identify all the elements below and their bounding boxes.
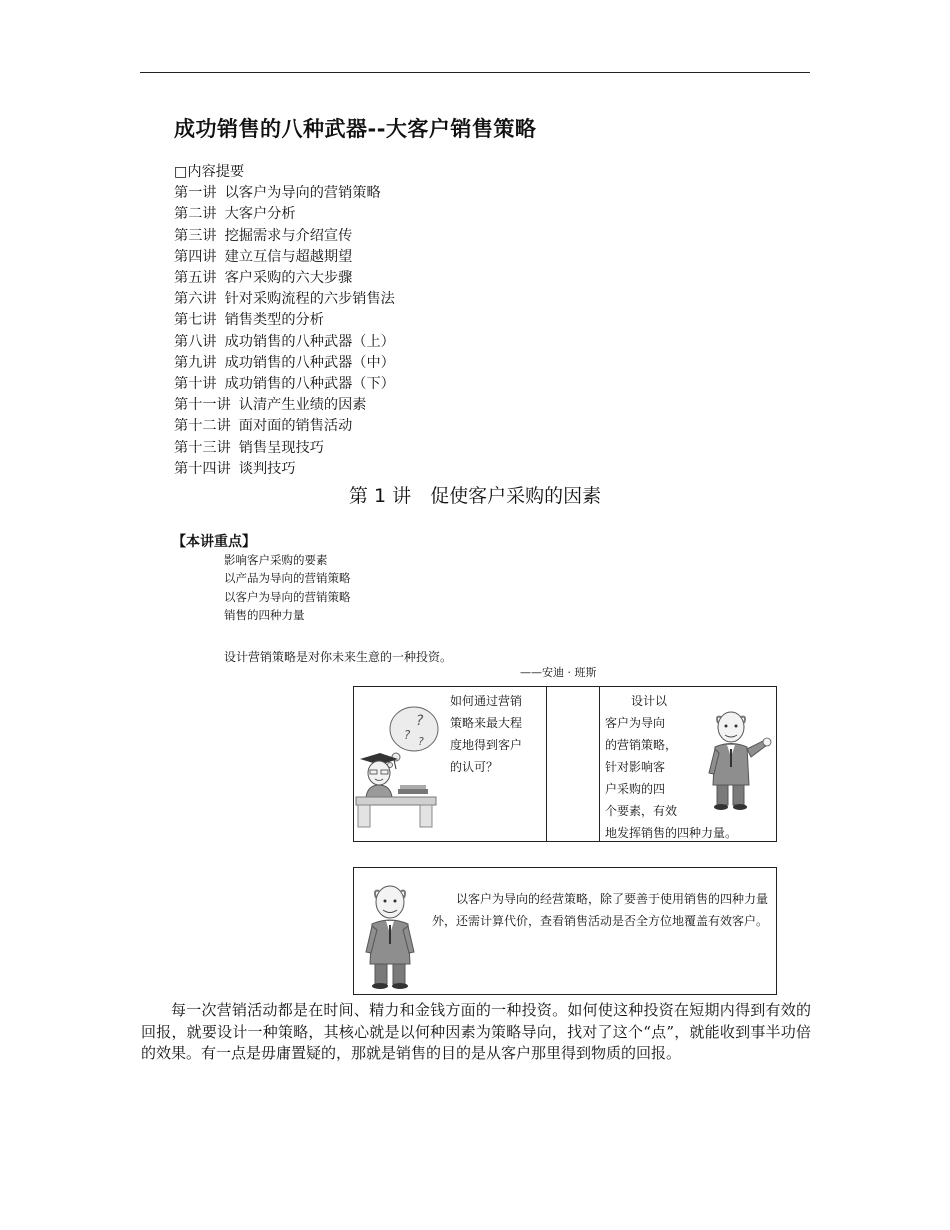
question-line: 的认可？ [450,760,499,774]
toc-item [174,374,395,395]
toc-item [174,247,395,268]
toc-item-title: 客户采购的六大步骤 [224,270,353,287]
cartoon-panel-question [353,686,777,842]
question-text [450,690,542,778]
toc-item [174,289,395,310]
panel-divider [546,687,547,841]
answer-line: 针对影响客 [605,760,666,774]
toc-item-number: 第一讲 [174,185,217,202]
toc-item-number: 第二讲 [174,206,217,223]
toc-item-number: 第六讲 [174,291,217,308]
toc-item-title: 销售呈现技巧 [238,439,324,456]
lecture-heading: 第 1 讲 促使客户采购的因素 [348,485,602,507]
svg-text:?: ? [418,735,424,748]
toc-item [174,416,395,437]
answer-line: 地发挥销售的四种力量。 [605,826,738,840]
key-points-list [224,551,351,624]
toc-item-title: 认清产生业绩的因素 [238,397,367,414]
toc-item-number: 第九讲 [174,354,217,371]
answer-text [605,690,738,844]
toc-item [174,226,395,247]
key-points-title: 【本讲重点】 [172,534,256,550]
question-line: 如何通过营销 [450,694,523,708]
toc-item-title: 谈判技巧 [238,460,296,477]
toc-item [174,395,395,416]
toc-item [174,183,395,204]
toc-item-number: 第四讲 [174,248,217,265]
toc-item-title: 面对面的销售活动 [238,418,353,435]
answer-line: 客户为导向 [605,716,666,730]
toc-item-title: 成功销售的八种武器（中） [224,354,395,371]
cartoon-panel-strategy [353,867,777,995]
toc-item [174,268,395,289]
toc-heading: □内容提要 [174,164,245,180]
toc-item-number: 第十四讲 [174,460,231,477]
toc-item-number: 第十讲 [174,376,217,393]
toc-item-title: 销售类型的分析 [224,312,324,329]
question-line: 度地得到客户 [450,738,523,752]
presenter-man-illustration [697,707,773,811]
quote-author: ——安迪 · 班斯 [520,666,597,679]
body-paragraph: 每一次营销活动都是在时间、精力和金钱方面的一种投资。如何使这种投资在短期内得到有效的回报，就要设计一种策略，其核心就是以何种因素为策略导向，找对了这个“点”，就能收到事半功倍的效果。有一点是毋庸置疑的，那就是销售的目的是从客户那里得到物质的回报。 [141,1001,811,1062]
table-of-contents [174,162,395,480]
toc-item-title: 以客户为导向的营销策略 [224,185,381,202]
key-point-item: 销售的四种力量 [224,607,305,622]
toc-item [174,438,395,459]
toc-item-number: 第十一讲 [174,397,231,414]
toc-item-title: 针对采购流程的六步销售法 [224,291,395,308]
answer-line: 户采购的四 [605,782,666,796]
question-line: 策略来最大程 [450,716,523,730]
student-at-desk-illustration [354,701,446,831]
answer-line: 的营销策略， [605,738,678,752]
svg-text:?: ? [404,728,411,742]
toc-item [174,204,395,225]
toc-item-title: 建立互信与超越期望 [224,248,353,265]
toc-item-title: 大客户分析 [224,206,296,223]
toc-item-number: 第三讲 [174,227,217,244]
toc-list [174,183,395,480]
toc-item-title: 挖掘需求与介绍宣传 [224,227,353,244]
toc-item-number: 第五讲 [174,270,217,287]
toc-item [174,310,395,331]
toc-item [174,353,395,374]
header-rule [140,72,810,73]
toc-item-number: 第七讲 [174,312,217,329]
toc-item [174,332,395,353]
toc-item-number: 第八讲 [174,333,217,350]
svg-text:?: ? [416,713,424,729]
document-title: 成功销售的八种武器--大客户销售策略 [174,117,537,141]
quote-text: 设计营销策略是对你未来生意的一种投资。 [224,650,453,664]
strategy-text: 以客户为导向的经营策略，除了要善于使用销售的四种力量外，还需计算代价，查看销售活动是否全方位地覆盖有效客户。 [432,892,769,928]
toc-item-number: 第十二讲 [174,418,231,435]
answer-line: 个要素，有效 [605,804,678,818]
businessman-illustration [356,880,428,992]
key-point-item: 以产品为导向的营销策略 [224,571,351,586]
key-point-item: 影响客户采购的要素 [224,553,328,567]
toc-item-title: 成功销售的八种武器（上） [224,333,395,350]
panel-divider [599,687,600,841]
toc-item [174,459,395,480]
toc-item-title: 成功销售的八种武器（下） [224,376,395,393]
answer-line: 设计以 [631,694,668,708]
key-point-item: 以客户为导向的营销策略 [224,589,351,604]
toc-item-number: 第十三讲 [174,439,231,456]
